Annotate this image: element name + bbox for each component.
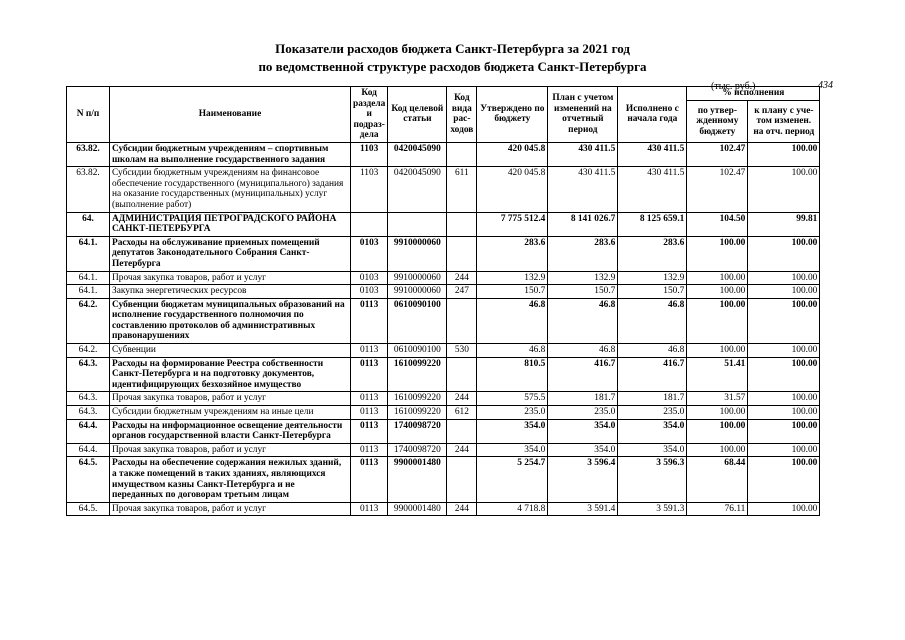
- cell-num: 64.5.: [67, 457, 110, 502]
- cell-pct-approved: 31.57: [687, 392, 748, 406]
- cell-num: 64.1.: [67, 271, 110, 285]
- cell-type: 611: [447, 167, 477, 212]
- cell-type: [447, 142, 477, 166]
- cell-num: 64.1.: [67, 285, 110, 299]
- cell-executed: 150.7: [618, 285, 687, 299]
- cell-type: [447, 212, 477, 236]
- col-plan-header: План с учетом изменений на отчетный период: [548, 87, 618, 143]
- col-num-header: N п/п: [67, 87, 110, 143]
- cell-executed: 416.7: [618, 357, 687, 392]
- cell-section: 0113: [351, 357, 388, 392]
- cell-pct-approved: 104.50: [687, 212, 748, 236]
- cell-type: 244: [447, 502, 477, 516]
- cell-executed: 283.6: [618, 236, 687, 271]
- cell-article: 1740098720: [388, 419, 447, 443]
- cell-type: [447, 236, 477, 271]
- table-header: [67, 87, 820, 143]
- cell-pct-approved: 100.00: [687, 236, 748, 271]
- cell-section: 0113: [351, 419, 388, 443]
- cell-executed: 3 591.3: [618, 502, 687, 516]
- table-row: [67, 502, 820, 516]
- cell-type: 244: [447, 392, 477, 406]
- cell-pct-approved: 51.41: [687, 357, 748, 392]
- cell-article: 9900001480: [388, 457, 447, 502]
- cell-num: 64.4.: [67, 419, 110, 443]
- cell-executed: 181.7: [618, 392, 687, 406]
- cell-name: Расходы на информационное освещение деятельности органов государственной власти Санкт-Петербурга: [110, 419, 351, 443]
- cell-type: [447, 457, 477, 502]
- cell-num: 64.2.: [67, 298, 110, 343]
- cell-pct-approved: 100.00: [687, 298, 748, 343]
- cell-executed: 8 125 659.1: [618, 212, 687, 236]
- cell-num: 64.3.: [67, 357, 110, 392]
- cell-num: 64.4.: [67, 443, 110, 457]
- cell-num: 64.1.: [67, 236, 110, 271]
- cell-pct-plan: 99.81: [748, 212, 820, 236]
- cell-name: Субсидии бюджетным учреждениям на иные цели: [110, 406, 351, 420]
- cell-name: Прочая закупка товаров, работ и услуг: [110, 443, 351, 457]
- cell-type: 244: [447, 443, 477, 457]
- cell-executed: 354.0: [618, 443, 687, 457]
- col-article-header: Код целевой статьи: [388, 87, 447, 143]
- cell-pct-plan: 100.00: [748, 392, 820, 406]
- cell-pct-plan: 100.00: [748, 357, 820, 392]
- budget-table: [66, 86, 820, 516]
- page-number: 434: [818, 80, 833, 91]
- table-row: [67, 457, 820, 502]
- cell-plan: 430 411.5: [548, 142, 618, 166]
- table-row: [67, 167, 820, 212]
- cell-type: 247: [447, 285, 477, 299]
- cell-plan: 46.8: [548, 344, 618, 358]
- units-label: (тыс. руб.): [711, 81, 756, 92]
- cell-section: 0113: [351, 392, 388, 406]
- col-approved-header: Утверждено по бюджету: [477, 87, 548, 143]
- cell-pct-approved: 100.00: [687, 285, 748, 299]
- cell-name: Субвенции бюджетам муниципальных образований на исполнение государственного полномочия по составлению протоколов об административных правонарушениях: [110, 298, 351, 343]
- cell-section: 0113: [351, 344, 388, 358]
- cell-section: 0113: [351, 457, 388, 502]
- cell-approved: 5 254.7: [477, 457, 548, 502]
- table-row: [67, 285, 820, 299]
- cell-pct-plan: 100.00: [748, 271, 820, 285]
- cell-approved: 354.0: [477, 419, 548, 443]
- cell-approved: 4 718.8: [477, 502, 548, 516]
- cell-article: 0420045090: [388, 142, 447, 166]
- cell-plan: 354.0: [548, 443, 618, 457]
- cell-pct-plan: 100.00: [748, 502, 820, 516]
- cell-article: 0610090100: [388, 344, 447, 358]
- cell-approved: 235.0: [477, 406, 548, 420]
- cell-plan: 354.0: [548, 419, 618, 443]
- cell-pct-approved: 102.47: [687, 142, 748, 166]
- cell-pct-plan: 100.00: [748, 236, 820, 271]
- col-pct-plan-header: к плану с уче- том изменен. на отч. период: [748, 101, 820, 143]
- cell-approved: 46.8: [477, 344, 548, 358]
- report-title-line2: по ведомственной структуре расходов бюджета Санкт-Петербурга: [258, 59, 647, 74]
- cell-article: 9910000060: [388, 271, 447, 285]
- cell-approved: 420 045.8: [477, 142, 548, 166]
- cell-pct-plan: 100.00: [748, 457, 820, 502]
- cell-name: Расходы на формирование Реестра собственности Санкт-Петербурга и на подготовку документов, идентифицирующих безхозяйное имущество: [110, 357, 351, 392]
- cell-executed: 46.8: [618, 344, 687, 358]
- cell-section: 0103: [351, 285, 388, 299]
- cell-article: 1610099220: [388, 357, 447, 392]
- cell-name: Расходы на обеспечение содержания нежилых зданий, а также помещений в таких зданиях, являющихся имуществом казны Санкт-Петербурга и не переданных по договорам третьим лицам: [110, 457, 351, 502]
- cell-num: 64.3.: [67, 406, 110, 420]
- col-section-header: Код раздела и подраз- дела: [351, 87, 388, 143]
- cell-approved: 575.5: [477, 392, 548, 406]
- cell-plan: 416.7: [548, 357, 618, 392]
- cell-approved: 810.5: [477, 357, 548, 392]
- cell-executed: 46.8: [618, 298, 687, 343]
- cell-pct-plan: 100.00: [748, 142, 820, 166]
- cell-pct-approved: 100.00: [687, 419, 748, 443]
- cell-section: 1103: [351, 167, 388, 212]
- cell-article: 9910000060: [388, 236, 447, 271]
- table-row: [67, 392, 820, 406]
- cell-section: 0113: [351, 298, 388, 343]
- cell-approved: 420 045.8: [477, 167, 548, 212]
- table-row: [67, 443, 820, 457]
- table-row: [67, 419, 820, 443]
- cell-article: 1740098720: [388, 443, 447, 457]
- cell-section: [351, 212, 388, 236]
- cell-section: 0113: [351, 502, 388, 516]
- cell-num: 63.82.: [67, 142, 110, 166]
- col-pct-approved-header: по утвер- жденному бюджету: [687, 101, 748, 143]
- table-row: [67, 236, 820, 271]
- cell-plan: 283.6: [548, 236, 618, 271]
- cell-pct-plan: 100.00: [748, 443, 820, 457]
- col-type-header: Код вида рас- ходов: [447, 87, 477, 143]
- cell-executed: 354.0: [618, 419, 687, 443]
- cell-num: 64.2.: [67, 344, 110, 358]
- table-row: [67, 406, 820, 420]
- cell-name: Закупка энергетических ресурсов: [110, 285, 351, 299]
- cell-section: 0103: [351, 271, 388, 285]
- cell-approved: 46.8: [477, 298, 548, 343]
- cell-name: Расходы на обслуживание приемных помещений депутатов Законодательного Собрания Санкт-Петербурга: [110, 236, 351, 271]
- cell-article: 9910000060: [388, 285, 447, 299]
- cell-pct-approved: 100.00: [687, 271, 748, 285]
- cell-section: 0113: [351, 406, 388, 420]
- cell-section: 0103: [351, 236, 388, 271]
- cell-plan: 46.8: [548, 298, 618, 343]
- col-percent-group-header: % исполнения: [687, 87, 820, 101]
- cell-pct-plan: 100.00: [748, 298, 820, 343]
- col-executed-header: Исполнено с начала года: [618, 87, 687, 143]
- cell-type: [447, 419, 477, 443]
- cell-pct-approved: 100.00: [687, 443, 748, 457]
- cell-pct-plan: 100.00: [748, 419, 820, 443]
- cell-name: Прочая закупка товаров, работ и услуг: [110, 392, 351, 406]
- cell-pct-plan: 100.00: [748, 285, 820, 299]
- cell-plan: 3 591.4: [548, 502, 618, 516]
- cell-approved: 354.0: [477, 443, 548, 457]
- cell-plan: 430 411.5: [548, 167, 618, 212]
- cell-executed: 430 411.5: [618, 142, 687, 166]
- table-row: [67, 271, 820, 285]
- cell-plan: 181.7: [548, 392, 618, 406]
- col-name-header: Наименование: [110, 87, 351, 143]
- cell-article: 9900001480: [388, 502, 447, 516]
- cell-plan: 150.7: [548, 285, 618, 299]
- cell-section: 1103: [351, 142, 388, 166]
- cell-pct-approved: 68.44: [687, 457, 748, 502]
- cell-pct-plan: 100.00: [748, 406, 820, 420]
- cell-pct-approved: 76.11: [687, 502, 748, 516]
- cell-plan: 235.0: [548, 406, 618, 420]
- cell-article: [388, 212, 447, 236]
- cell-type: [447, 357, 477, 392]
- cell-article: 0420045090: [388, 167, 447, 212]
- table-row: [67, 344, 820, 358]
- cell-approved: 150.7: [477, 285, 548, 299]
- table-row: [67, 357, 820, 392]
- cell-pct-plan: 100.00: [748, 167, 820, 212]
- cell-num: 64.: [67, 212, 110, 236]
- cell-plan: 8 141 026.7: [548, 212, 618, 236]
- cell-pct-plan: 100.00: [748, 344, 820, 358]
- cell-executed: 132.9: [618, 271, 687, 285]
- cell-pct-approved: 100.00: [687, 344, 748, 358]
- cell-executed: 430 411.5: [618, 167, 687, 212]
- cell-article: 1610099220: [388, 406, 447, 420]
- cell-name: Субсидии бюджетным учреждениям на финансовое обеспечение государственного (муниципального) задания на оказание государственных (муниципальных) услуг (выполнение работ): [110, 167, 351, 212]
- cell-name: АДМИНИСТРАЦИЯ ПЕТРОГРАДСКОГО РАЙОНА САНКТ-ПЕТЕРБУРГА: [110, 212, 351, 236]
- cell-pct-approved: 100.00: [687, 406, 748, 420]
- cell-article: 0610090100: [388, 298, 447, 343]
- cell-article: 1610099220: [388, 392, 447, 406]
- cell-type: 612: [447, 406, 477, 420]
- cell-name: Прочая закупка товаров, работ и услуг: [110, 271, 351, 285]
- cell-name: Прочая закупка товаров, работ и услуг: [110, 502, 351, 516]
- report-title-line1: Показатели расходов бюджета Санкт-Петербурга за 2021 год: [275, 41, 630, 56]
- cell-num: 64.3.: [67, 392, 110, 406]
- table-row: [67, 298, 820, 343]
- cell-num: 64.5.: [67, 502, 110, 516]
- table-body: [67, 142, 820, 515]
- cell-type: 244: [447, 271, 477, 285]
- cell-plan: 3 596.4: [548, 457, 618, 502]
- cell-num: 63.82.: [67, 167, 110, 212]
- cell-pct-approved: 102.47: [687, 167, 748, 212]
- cell-type: 530: [447, 344, 477, 358]
- cell-approved: 7 775 512.4: [477, 212, 548, 236]
- cell-type: [447, 298, 477, 343]
- cell-section: 0113: [351, 443, 388, 457]
- cell-name: Субсидии бюджетным учреждениям – спортивным школам на выполнение государственного задания: [110, 142, 351, 166]
- cell-approved: 132.9: [477, 271, 548, 285]
- cell-plan: 132.9: [548, 271, 618, 285]
- table-row: [67, 212, 820, 236]
- cell-executed: 235.0: [618, 406, 687, 420]
- table-row: [67, 142, 820, 166]
- cell-executed: 3 596.3: [618, 457, 687, 502]
- cell-approved: 283.6: [477, 236, 548, 271]
- cell-name: Субвенции: [110, 344, 351, 358]
